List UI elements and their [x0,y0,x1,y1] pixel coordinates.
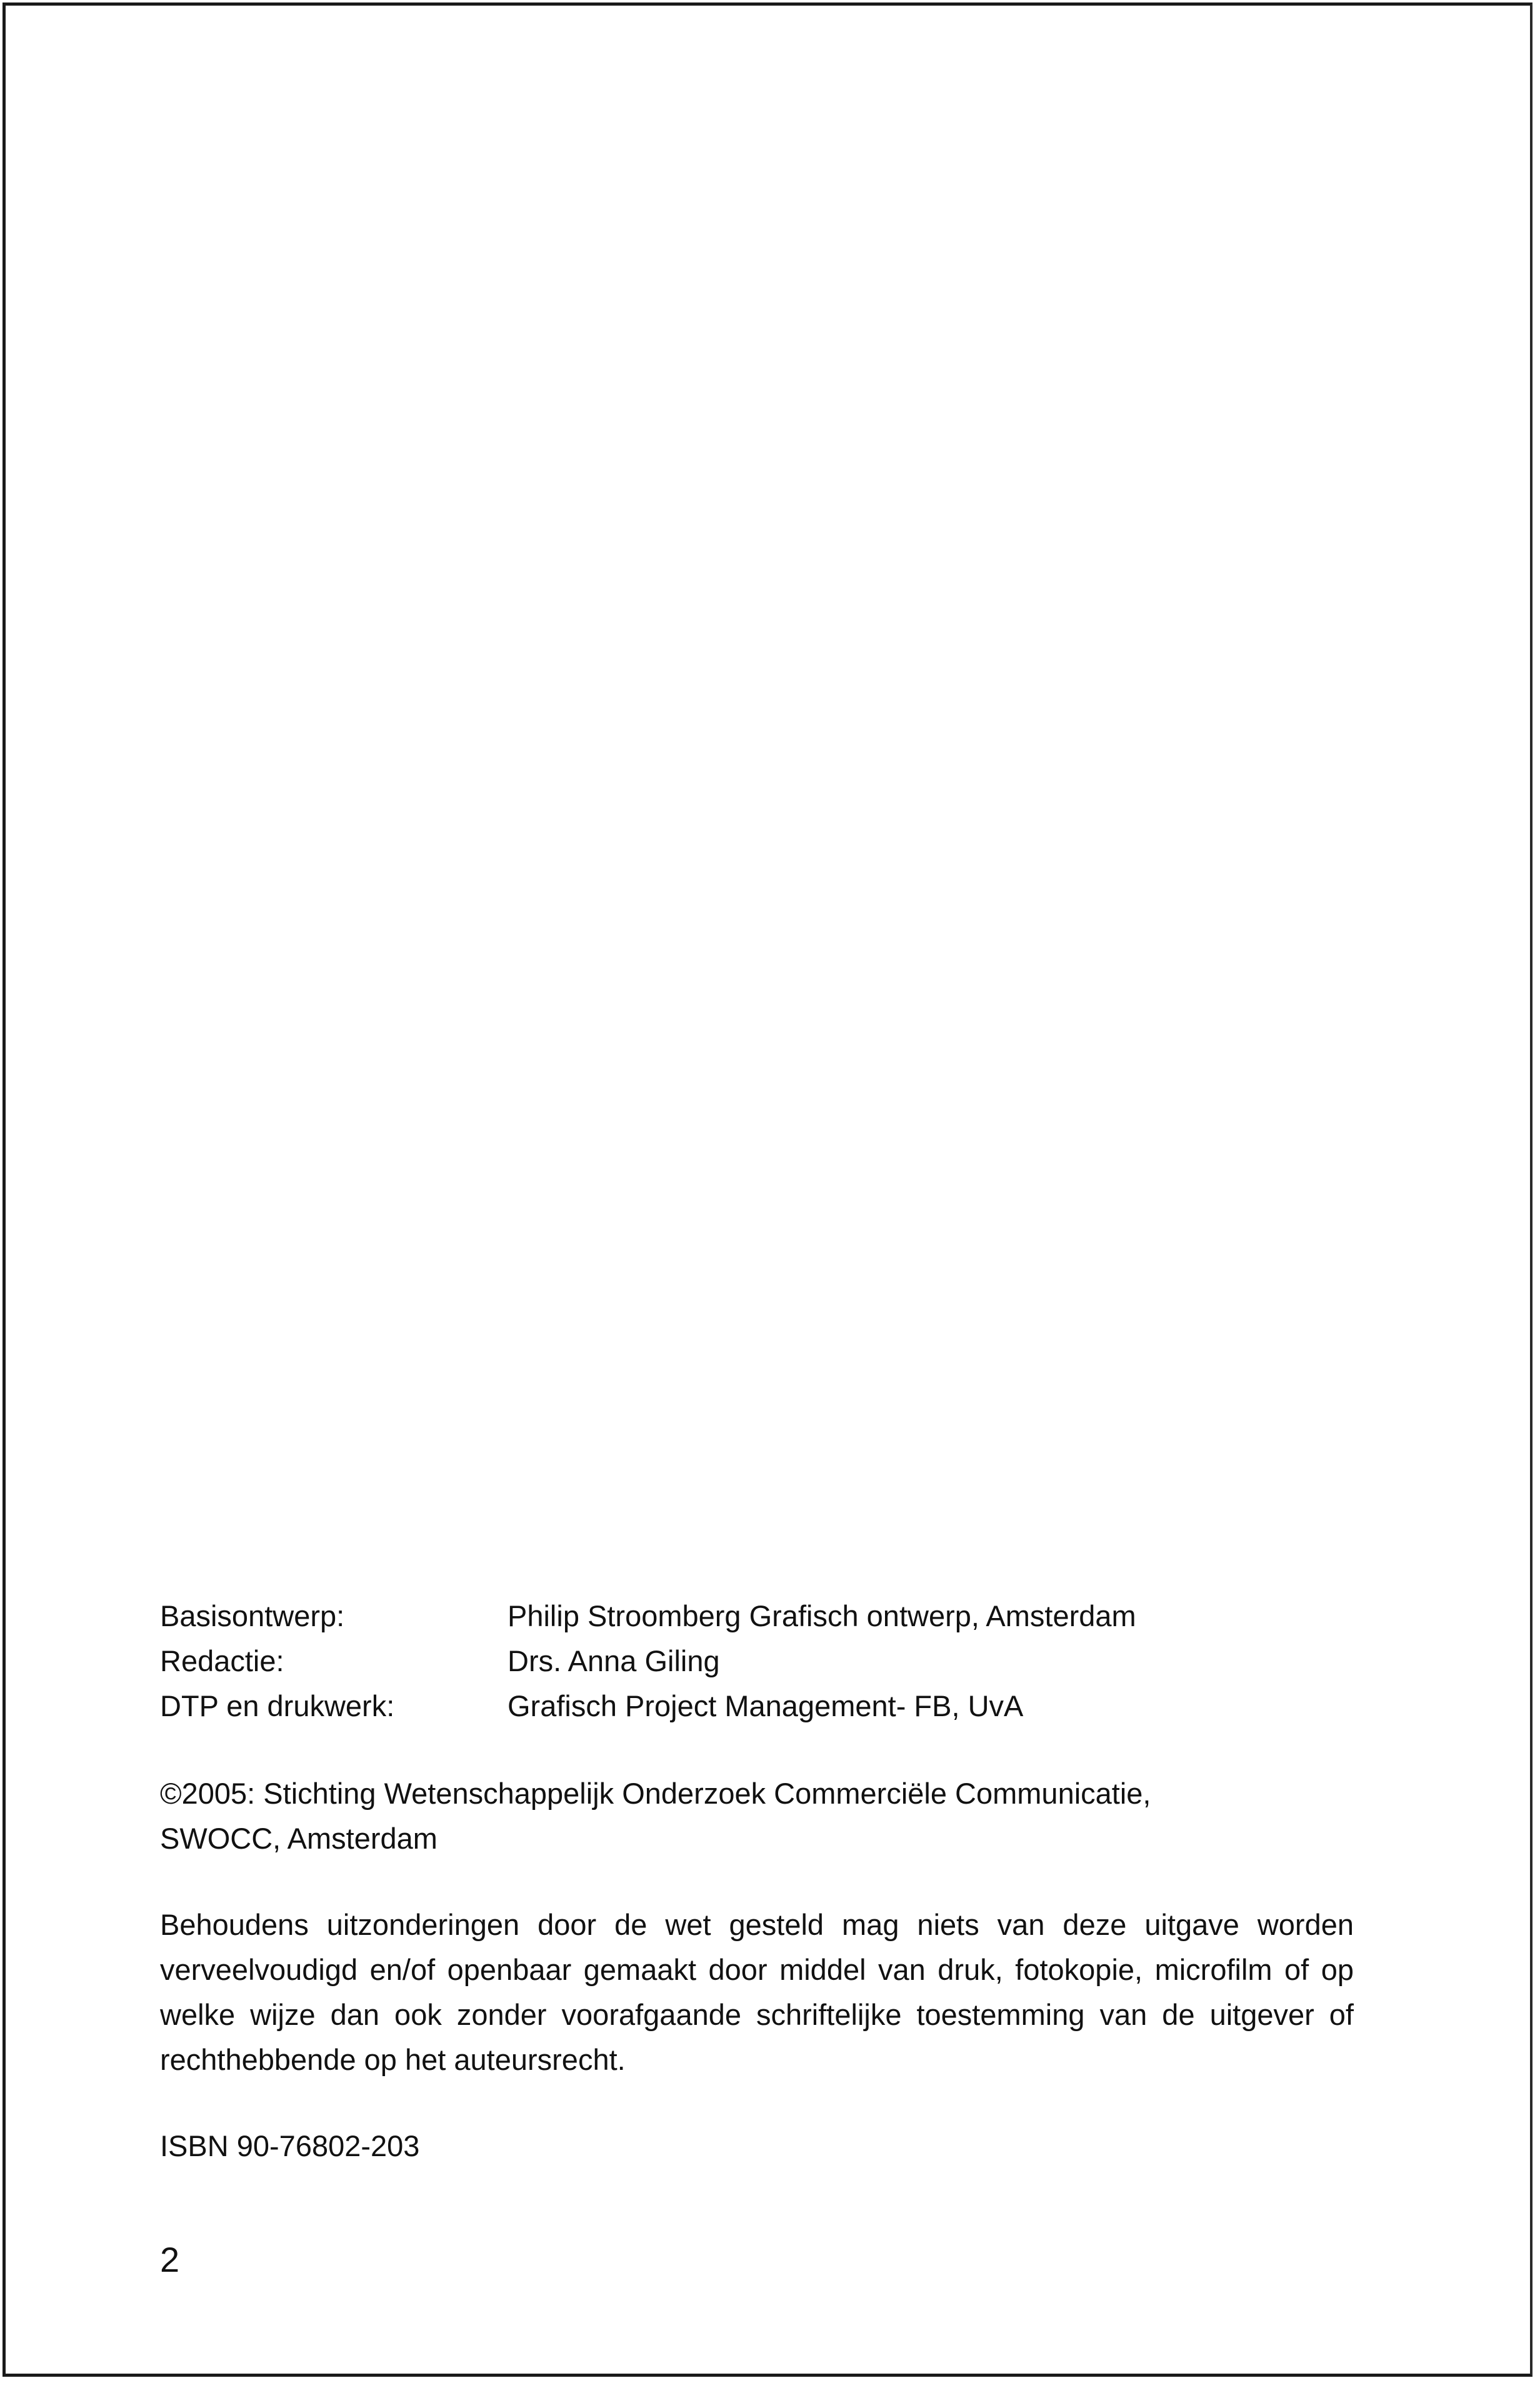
page-number: 2 [160,2240,180,2279]
credit-label-dtp: DTP en drukwerk: [160,1689,395,1722]
isbn: ISBN 90-76802-203 [160,2129,420,2162]
copyright-notice [160,1771,1360,1861]
credit-value-design: Philip Stroomberg Grafisch ontwerp, Amsterdam [508,1599,1136,1632]
credit-label-editor: Redactie: [160,1644,284,1677]
colophon [160,1594,1360,2169]
credit-value-dtp: Grafisch Project Management- FB, UvA [508,1689,1024,1722]
copyright-line-2: SWOCC, Amsterdam [160,1822,438,1855]
copyright-line-1: ©2005: Stichting Wetenschappelijk Onderzoek Commerciële Communicatie, [160,1777,1151,1810]
rights-notice: Behoudens uitzonderingen door de wet gesteld mag niets van deze uitgave worden verveelvoudigd en/of openbaar gemaakt door middel van druk, fotokopie, microfilm of op welke wijze dan ook zonder voorafgaande schriftelijke toestemming van de uitgever of rechthebbende op het auteursrecht. [160,1908,1354,2076]
credit-label-design: Basisontwerp: [160,1599,345,1632]
credit-value-editor: Drs. Anna Giling [508,1644,720,1677]
credits-table [160,1594,1360,1729]
